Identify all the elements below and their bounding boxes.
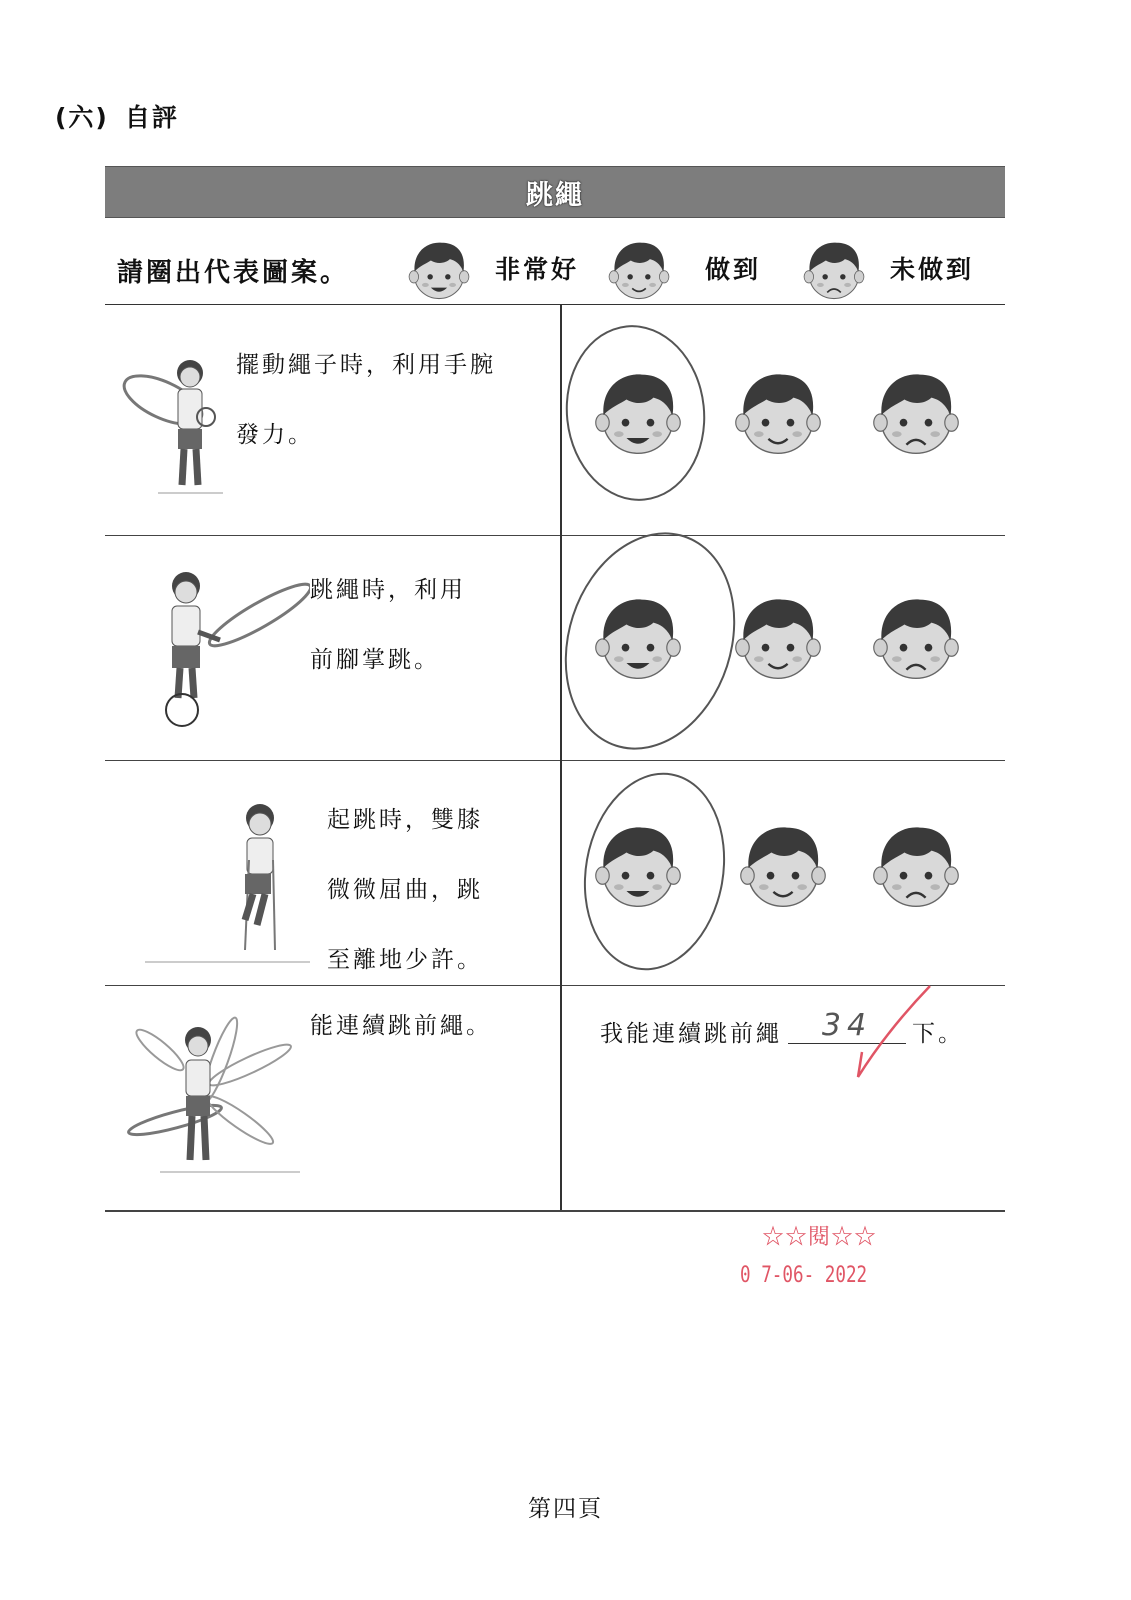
sad-face-icon[interactable] <box>868 590 964 686</box>
child-knees-bent-illustration <box>145 800 315 970</box>
child-jumping-illustration <box>150 570 310 740</box>
happy-face-icon <box>405 236 473 304</box>
sad-face-icon[interactable] <box>868 818 964 914</box>
happy-face-icon[interactable] <box>590 365 686 461</box>
criterion-line: 微微屈曲，跳 <box>327 877 483 903</box>
happy-face-icon[interactable] <box>590 818 686 914</box>
smile-face-icon <box>605 236 673 304</box>
criterion-text <box>310 555 466 695</box>
count-value: 34 <box>821 1008 873 1043</box>
banner-title: 跳繩 <box>526 179 584 211</box>
stamp-label <box>740 1220 899 1251</box>
criterion-line: 至離地少許。 <box>327 947 483 973</box>
happy-face-icon[interactable] <box>590 590 686 686</box>
star-icon: ☆☆ <box>830 1225 877 1250</box>
row-divider <box>105 760 1005 761</box>
tick-mark-icon <box>850 982 940 1092</box>
row-divider <box>105 535 1005 536</box>
legend-label-not-done: 未做到 <box>890 255 975 284</box>
sad-face-icon[interactable] <box>868 365 964 461</box>
criterion-line: 前腳掌跳。 <box>310 647 440 673</box>
section-number: (六) <box>55 103 109 132</box>
smile-face-icon[interactable] <box>730 590 826 686</box>
criterion-line: 能連續跳前繩。 <box>310 1013 492 1039</box>
column-divider <box>560 305 562 1210</box>
child-swinging-rope-illustration <box>118 345 228 505</box>
criterion-text <box>236 330 496 470</box>
sad-face-icon <box>800 236 868 304</box>
section-heading <box>55 98 179 134</box>
criterion-line: 擺動繩子時，利用手腕 <box>236 352 496 378</box>
checked-stamp <box>740 1220 899 1288</box>
smile-face-icon[interactable] <box>730 365 826 461</box>
count-prefix: 我能連續跳前繩 <box>600 1021 782 1047</box>
legend-label-done: 做到 <box>705 255 762 284</box>
section-title: 自評 <box>124 103 179 132</box>
page-number: 第四頁 <box>528 1496 603 1522</box>
instructions-row <box>105 216 1005 305</box>
stamp-text: 閱 <box>807 1225 831 1250</box>
banner <box>105 166 1005 218</box>
table-bottom-border <box>105 1210 1005 1212</box>
star-icon: ☆☆ <box>761 1225 808 1250</box>
criterion-text <box>310 1010 492 1042</box>
smile-face-icon[interactable] <box>735 818 831 914</box>
criterion-text <box>327 785 483 995</box>
criterion-line: 發力。 <box>236 422 314 448</box>
count-suffix: 下。 <box>912 1021 964 1047</box>
stamp-date: 0 7-06- 2022 <box>740 1263 868 1288</box>
criterion-line: 起跳時，雙膝 <box>327 807 483 833</box>
criterion-line: 跳繩時，利用 <box>310 577 466 603</box>
child-continuous-skipping-illustration <box>120 1010 305 1190</box>
legend-label-very-good: 非常好 <box>495 255 580 284</box>
instruction-text: 請圈出代表圖案。 <box>117 258 350 288</box>
